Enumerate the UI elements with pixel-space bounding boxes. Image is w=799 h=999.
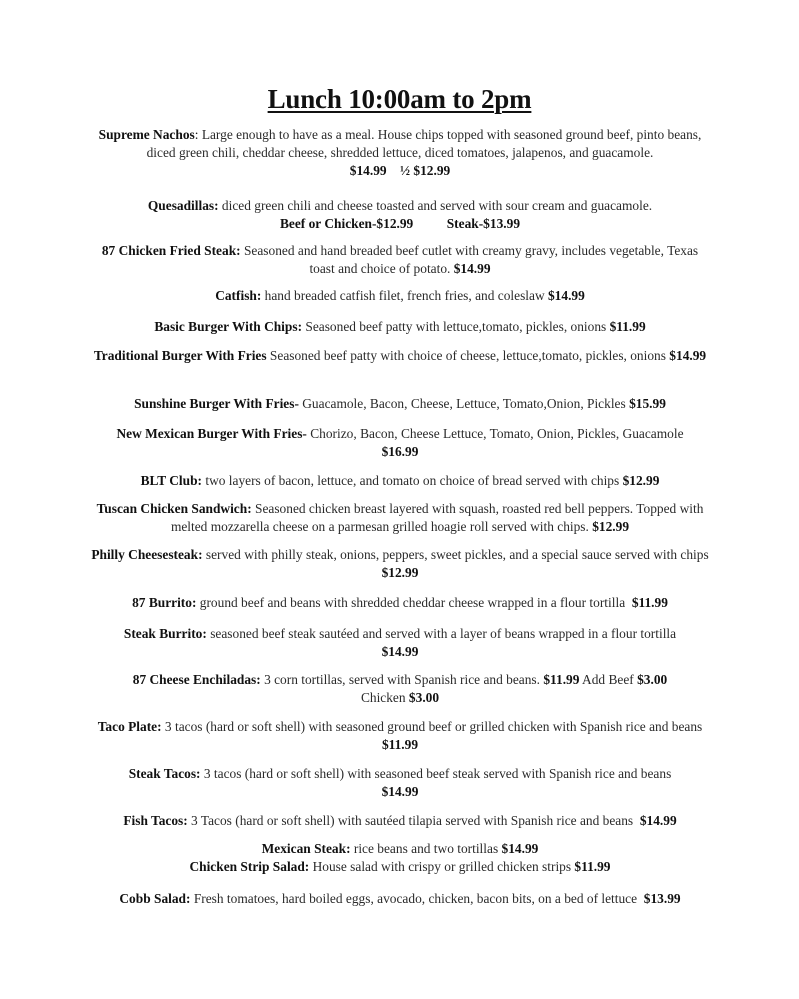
menu-item-87-burrito — [90, 594, 710, 612]
item-name: Quesadillas: — [147, 198, 219, 213]
item-price: $11.99 — [381, 737, 419, 752]
item-price: $11.99 — [543, 672, 580, 687]
item-price: $12.99 — [622, 473, 660, 488]
item-price: $14.99 ½ $12.99 — [349, 163, 451, 178]
item-price: $12.99 — [592, 519, 630, 534]
item-description: Seasoned beef patty with lettuce,tomato, pickles, onions — [302, 319, 610, 334]
item-name: Sunshine Burger With Fries- — [134, 396, 299, 411]
item-description: Chorizo, Bacon, Cheese Lettuce, Tomato, Onion, Pickles, Guacamole — [306, 426, 684, 441]
item-description: served with philly steak, onions, peppers, sweet pickles, and a special sauce served with chips — [202, 547, 709, 562]
item-price: $13.99 — [643, 891, 681, 906]
item-description: Guacamole, Bacon, Cheese, Lettuce, Tomato,Onion, Pickles — [298, 396, 630, 411]
item-description: House salad with crispy or grilled chicken strips — [309, 859, 575, 874]
item-description: Fresh tomatoes, hard boiled eggs, avocado, chicken, bacon bits, on a bed of lettuce — [190, 891, 644, 906]
menu-item-basic-burger — [90, 318, 710, 336]
item-description: Seasoned beef patty with choice of cheese, lettuce,tomato, pickles, onions — [266, 348, 670, 363]
item-name: 87 Chicken Fried Steak: — [101, 243, 241, 258]
item-price: $14.99 — [381, 784, 419, 799]
menu-item-sunshine-burger — [90, 395, 710, 413]
item-price: Beef or Chicken-$12.99 Steak-$13.99 — [279, 216, 521, 231]
item-name: Tuscan Chicken Sandwich: — [96, 501, 252, 516]
item-description: 3 tacos (hard or soft shell) with seasoned ground beef or grilled chicken with Spanish rice and beans — [161, 719, 703, 734]
menu-item-blt-club — [90, 472, 710, 490]
item-name: Catfish: — [215, 288, 262, 303]
item-name: 87 Burrito: — [132, 595, 197, 610]
item-description: Large enough to have as a meal. House chips topped with seasoned ground beef, pinto beans, diced green chili, cheddar cheese, shredded lettuce, diced tomatoes, jalapenos, and guacamole. — [146, 127, 702, 160]
addon-beef-label: Add Beef — [579, 672, 638, 687]
item-description: 3 tacos (hard or soft shell) with seasoned beef steak served with Spanish rice and beans — [200, 766, 672, 781]
item-description: Seasoned chicken breast layered with squash, roasted red bell peppers. Topped with melted mozzarella cheese on a parmesan grilled hoagie roll served with chips. — [170, 501, 704, 534]
item-description: rice beans and two tortillas — [350, 841, 502, 856]
menu-title: Lunch 10:00am to 2pm — [267, 84, 532, 114]
item-name: Steak Tacos: — [128, 766, 201, 781]
menu-item-quesadillas — [90, 197, 710, 233]
menu-item-catfish — [90, 287, 710, 305]
menu-item-chicken-strip-salad — [90, 858, 710, 876]
item-price: $14.99 — [501, 841, 539, 856]
item-name: New Mexican Burger With Fries- — [116, 426, 307, 441]
item-price: $11.99 — [631, 595, 668, 610]
item-name: Philly Cheesesteak: — [91, 547, 203, 562]
item-name: Cobb Salad: — [119, 891, 191, 906]
menu-item-chicken-fried-steak — [90, 242, 710, 278]
addon-chicken-price: $3.00 — [408, 690, 440, 705]
item-price: $14.99 — [381, 644, 419, 659]
item-description: 3 corn tortillas, served with Spanish rice and beans. — [260, 672, 544, 687]
addon-beef-price: $3.00 — [637, 672, 668, 687]
item-price: $16.99 — [381, 444, 419, 459]
menu-item-fish-tacos — [90, 812, 710, 830]
addon-chicken-label: Chicken — [360, 690, 409, 705]
item-description: hand breaded catfish filet, french fries, and coleslaw — [261, 288, 548, 303]
menu-item-traditional-burger — [90, 347, 710, 365]
item-description: seasoned beef steak sautéed and served with a layer of beans wrapped in a flour tortilla — [206, 626, 677, 641]
menu-item-steak-burrito — [90, 625, 710, 661]
menu-item-new-mexican-burger — [90, 425, 710, 461]
item-name: Steak Burrito: — [123, 626, 207, 641]
menu-item-mexican-steak — [90, 840, 710, 858]
menu-item-philly-cheesesteak — [90, 546, 710, 582]
item-description: two layers of bacon, lettuce, and tomato on choice of bread served with chips — [202, 473, 623, 488]
item-price: $15.99 — [629, 396, 666, 411]
item-name: Basic Burger With Chips: — [154, 319, 303, 334]
item-name: Taco Plate: — [97, 719, 162, 734]
item-price: $11.99 — [574, 859, 611, 874]
item-price: $11.99 — [609, 319, 646, 334]
item-name: 87 Cheese Enchiladas: — [132, 672, 261, 687]
menu-item-taco-plate — [90, 718, 710, 754]
item-description: diced green chili and cheese toasted and served with sour cream and guacamole. — [218, 198, 653, 213]
item-name: Supreme Nachos — [98, 127, 195, 142]
item-price: $14.99 — [669, 348, 707, 363]
menu-item-supreme-nachos: Supreme Nachos: Large enough to have as a meal. House chips topped with seasoned ground beef, pinto beans, diced green chili, cheddar cheese, shredded lettuce, diced tomatoes, jalapenos, and guacamole. $14.99 ½ $12.99 — [98, 127, 702, 178]
item-description: 3 Tacos (hard or soft shell) with sautéed tilapia served with Spanish rice and beans — [187, 813, 640, 828]
item-name: Traditional Burger With Fries — [93, 348, 267, 363]
item-name: BLT Club: — [140, 473, 203, 488]
item-price: $14.99 — [453, 261, 491, 276]
item-name: Fish Tacos: — [123, 813, 188, 828]
item-price: $14.99 — [547, 288, 585, 303]
menu-item-cobb-salad — [90, 890, 710, 908]
menu-item-cheese-enchiladas — [90, 671, 710, 707]
menu-item-tuscan-chicken-sandwich — [90, 500, 710, 536]
item-price: $12.99 — [381, 565, 419, 580]
item-price: $14.99 — [639, 813, 677, 828]
item-name: Mexican Steak: — [261, 841, 351, 856]
menu-item-steak-tacos — [90, 765, 710, 801]
item-name: Chicken Strip Salad: — [189, 859, 310, 874]
item-description: Seasoned and hand breaded beef cutlet with creamy gravy, includes vegetable, Texas toast and choice of potato. — [240, 243, 699, 276]
item-description: ground beef and beans with shredded cheddar cheese wrapped in a flour tortilla — [196, 595, 632, 610]
